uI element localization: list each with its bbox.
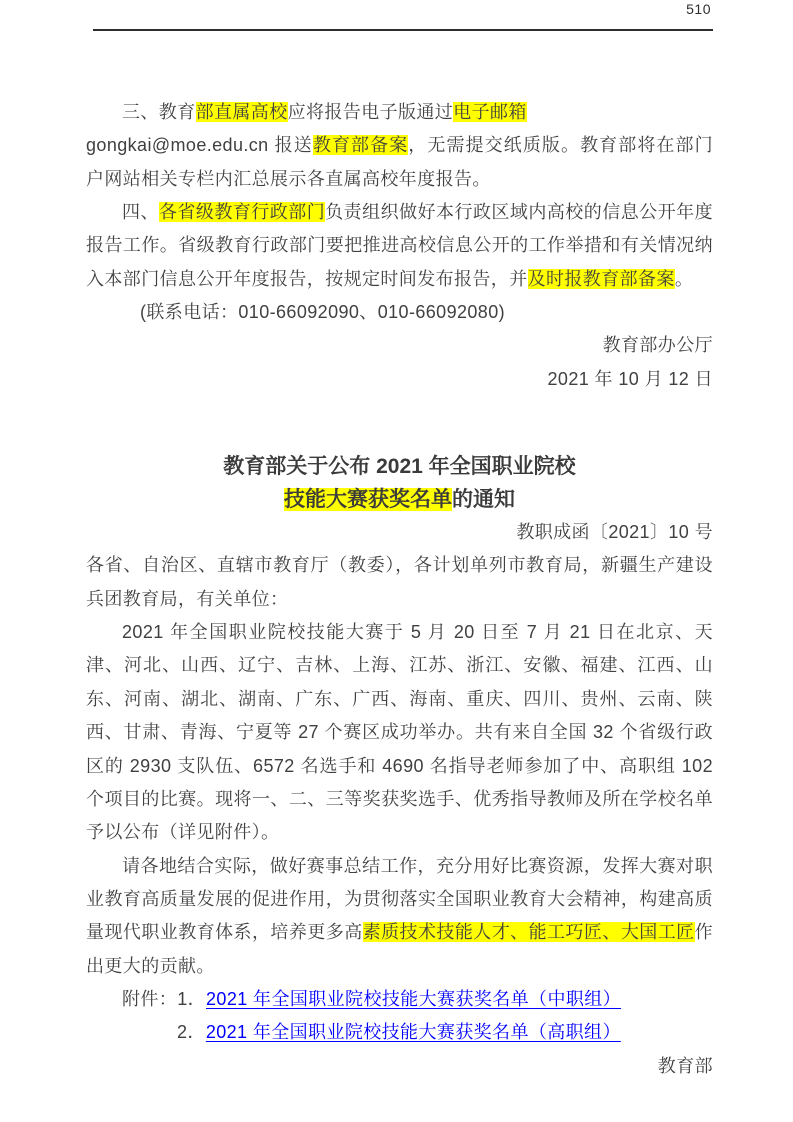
text-run: 请各地结合实际，做好赛事总结工作，充分用好比赛资源，发挥大赛对职业教育高质量发展的促进作用，为贯彻落实全国职业教育大会精神，构建高质量现代职业教育体系，培养更多高 bbox=[86, 855, 713, 943]
text-run: gongkai@moe.edu.cn bbox=[86, 135, 269, 156]
text-run: 负责组织做好本行政区域内高校的信息公开年度报告工作。省级教育行政部门要把推进高校信息公开的工作举措和有关情况纳入本部门信息公开年度报告，按规定时间发布报告，并 bbox=[86, 202, 713, 289]
highlighted-text: 各省级教育行政部门 bbox=[158, 202, 326, 223]
notice-doc-number: 教职成函〔2021〕10 号 bbox=[516, 522, 713, 543]
header-rule bbox=[93, 29, 713, 31]
attachments-label: 附件： bbox=[122, 988, 178, 1009]
notice-title-line-2 bbox=[86, 483, 713, 516]
ministry-signature: 教育部 bbox=[657, 1055, 713, 1076]
attachments-line-2 bbox=[86, 1016, 713, 1049]
text-run: 报送 bbox=[268, 135, 313, 156]
text-run: 的通知 bbox=[452, 488, 515, 512]
highlighted-text: 素质技术技能人才、能工巧匠、大国工匠 bbox=[362, 922, 695, 943]
notice-paragraph-summary bbox=[86, 850, 713, 983]
highlighted-text: 教育部备案 bbox=[312, 135, 409, 156]
text-run: 四、 bbox=[122, 202, 159, 223]
recipients-line: 各省、自治区、直辖市教育厅（教委），各计划单列市教育局，新疆生产建设兵团教育局，有关单位： bbox=[86, 555, 713, 609]
text-run: 应将报告电子版通过 bbox=[287, 102, 454, 122]
page-number: 510 bbox=[686, 1, 711, 17]
contact-phone-line: (联系电话：010-66092090、010-66092080) bbox=[140, 302, 506, 323]
highlighted-text: 及时报教育部备案 bbox=[527, 268, 675, 289]
paragraph-directive-four bbox=[86, 196, 713, 296]
attachment-2-index: 2． bbox=[177, 1022, 206, 1043]
notice-title-line-1: 教育部关于公布 2021 年全国职业院校 bbox=[223, 455, 576, 479]
highlighted-text: 电子邮箱 bbox=[453, 102, 527, 122]
attachments-line-1 bbox=[86, 983, 713, 1016]
issue-date: 2021 年 10 月 12 日 bbox=[547, 368, 713, 389]
text-run: ，无需提交纸质版。教育部将在部门户网站相关专栏内汇总展示各直属高校年度报告。 bbox=[86, 135, 713, 189]
highlighted-text: 部直属高校 bbox=[195, 102, 288, 122]
page-content bbox=[86, 96, 713, 1083]
attachment-1-link[interactable]: 2021 年全国职业院校技能大赛获奖名单（中职组） bbox=[206, 988, 622, 1009]
notice-paragraph-competition: 2021 年全国职业院校技能大赛于 5 月 20 日至 7 月 21 日在北京、天津、河北、山西、辽宁、吉林、上海、江苏、浙江、安徽、福建、江西、山东、河南、湖北、湖南、广东、广西、海南、重庆、四川、贵州、云南、陕西、甘肃、青海、宁夏等 27 个赛区成功举办。共有来自全国 32 个省级行政区的 2930 支队伍、6572 名选手和 4690 名指导老师参加了中、高职组 102 个项目的比赛。现将一、二、三等奖获奖选手、优秀指导教师及所在学校名单予以公布（详见附件）。 bbox=[86, 622, 713, 843]
attachment-2-link[interactable]: 2021 年全国职业院校技能大赛获奖名单（高职组） bbox=[205, 1022, 621, 1043]
text-run: 三、教育 bbox=[122, 102, 196, 122]
highlighted-text: 技能大赛获奖名单 bbox=[284, 488, 452, 512]
text-run: 。 bbox=[674, 268, 694, 289]
attachment-1-index: 1． bbox=[177, 988, 207, 1009]
notice-title bbox=[86, 450, 713, 516]
issuer-signature: 教育部办公厅 bbox=[602, 335, 713, 356]
paragraph-directive-three bbox=[86, 96, 713, 196]
text-run: 作出更大的贡献。 bbox=[86, 922, 714, 976]
